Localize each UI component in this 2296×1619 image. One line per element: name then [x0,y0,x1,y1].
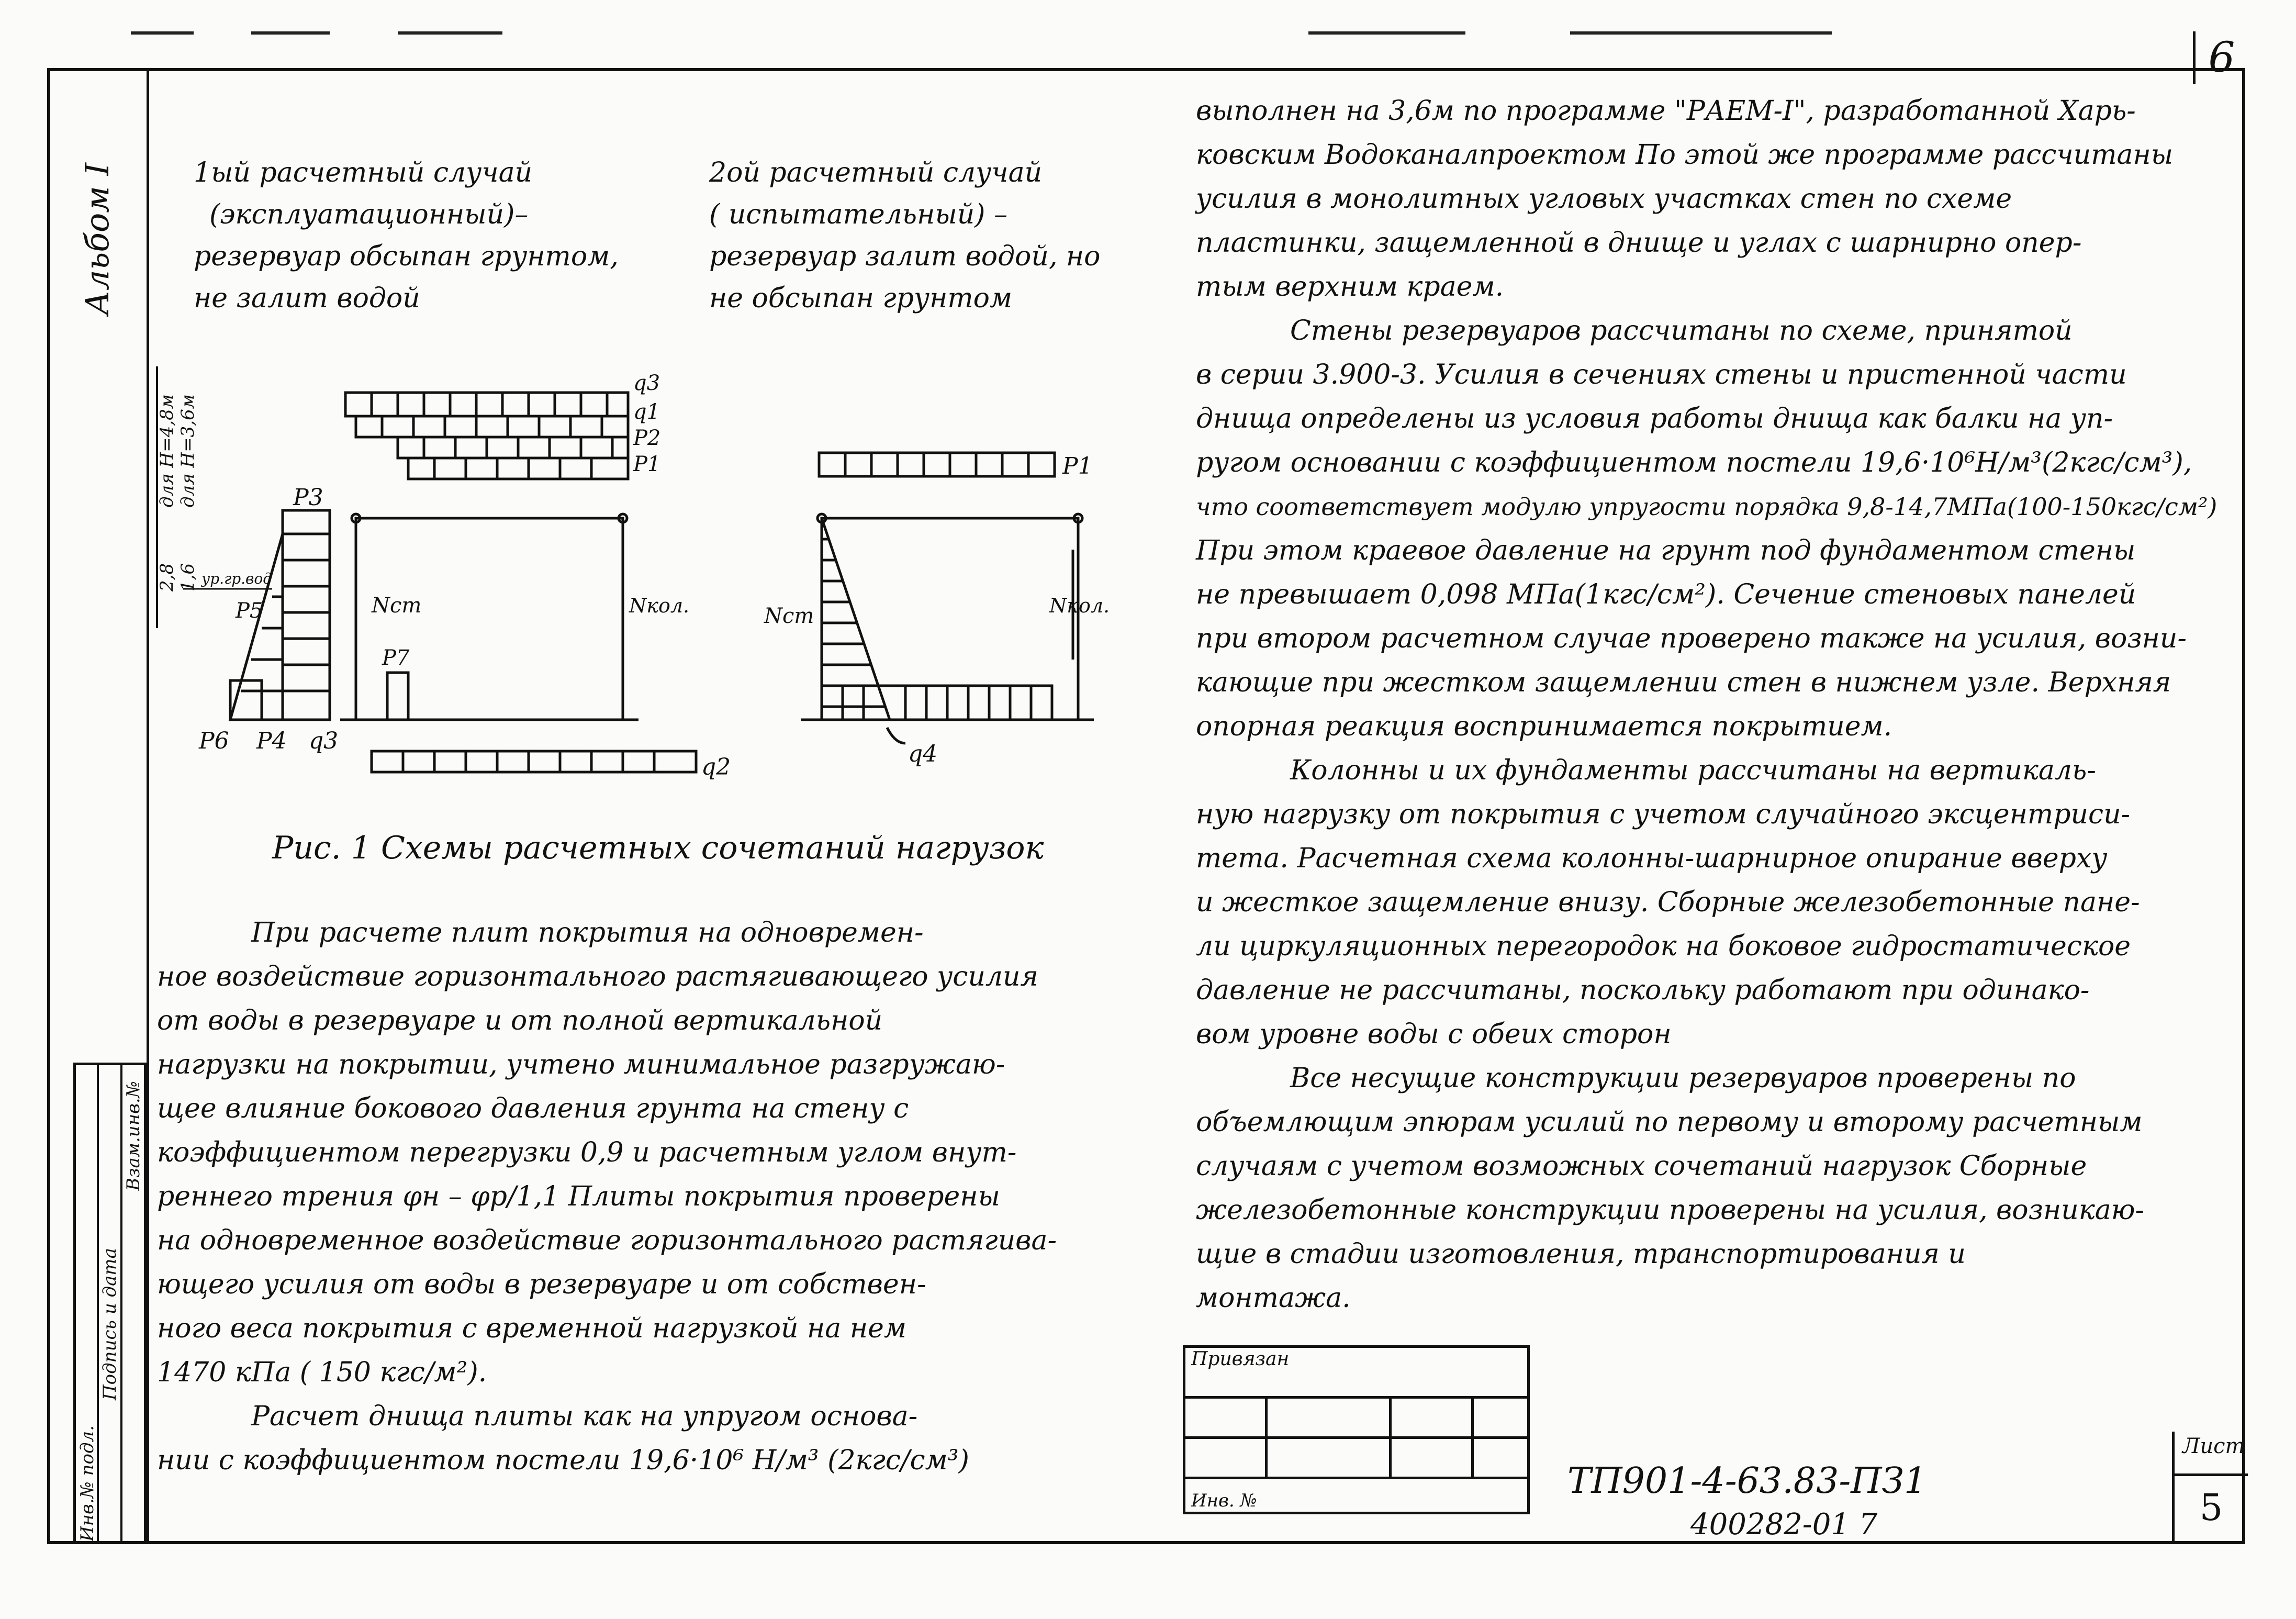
sheet-number: 5 [2175,1473,2248,1539]
label-p1-right: P1 [1062,453,1093,479]
side-stamp-col [120,1065,122,1542]
load-bands [345,393,628,479]
label-q4: q4 [908,741,938,767]
dim-h1: для H=4,8м [156,394,177,508]
case1-line: (эксплуатационный)– [209,199,529,230]
case2-line: не обсыпан грунтом [709,283,1013,314]
stamp-cell [1473,1398,1529,1438]
side-stamp-sign: Подпись и дата [99,1248,120,1400]
sheet-label: Лист [2182,1434,2245,1458]
text-line: что соответствует модулю упругости порядка 9,8-14,7МПа(100-150кгс/см²) [1196,493,2217,521]
dimension-marks [156,366,272,628]
text-line: при втором расчетном случае проверено также на усилия, возни- [1196,623,2187,654]
left-text-column [157,911,1162,1482]
stamp-cell [1267,1438,1391,1478]
label-p5: P5 [236,599,263,623]
label-nst-2: Nст [764,604,814,628]
inventory-number: 400282-01 7 [1690,1508,1878,1542]
privyazan-label: Привязан [1191,1348,1290,1370]
text-line: Стены резервуаров рассчитаны по схеме, принятой [1290,315,2073,347]
text-line: тым верхним краем. [1196,271,1504,303]
case1-line: 1ый расчетный случай [194,157,533,188]
text-line: коэффициентом перегрузки 0,9 и расчетным углом внут- [157,1137,1017,1168]
case1-line: не залит водой [194,283,420,314]
text-line: пластинки, защемленной в днище и углах с шарнирно опер- [1196,227,2082,259]
top-margin-line [131,31,194,35]
stamp-cell [1267,1398,1391,1438]
top-margin-line [1570,31,1832,35]
text-line: случаям с учетом возможных сочетаний нагрузок Сборные [1196,1151,2087,1182]
label-nkol-1: Nкол. [629,594,690,617]
text-line: выполнен на 3,6м по программе "РАЕМ-I", разработанной Харь- [1196,95,2136,127]
side-stamp-replace: Взам.инв.№ [123,1081,144,1191]
inv-cell [1184,1478,1529,1513]
text-line: железобетонные конструкции проверены на усилия, возникаю- [1196,1194,2145,1226]
text-line: щие в стадии изготовления, транспортирования и [1196,1238,1966,1270]
text-line: ли циркуляционных перегородок на боковое гидростатическое [1196,931,2131,962]
privyazan-table [1183,1345,1530,1514]
dim-h2: для H=3,6м [177,394,198,508]
label-p2: P2 [633,426,661,450]
text-line: ное воздействие горизонтального растягивающего усилия [157,961,1038,992]
text-line: монтажа. [1196,1282,1351,1314]
text-line: ную нагрузку от покрытия с учетом случайного эксцентриси- [1196,799,2131,830]
water-level-label: ур.гр.вод [201,570,272,587]
text-line: днища определены из условия работы днища как балки на уп- [1196,403,2113,434]
label-q3: q3 [633,371,660,395]
text-line: При этом краевое давление на грунт под фундаментом стены [1196,535,2136,566]
load-scheme-diagram [152,366,1146,796]
label-q1: q1 [633,400,660,424]
label-nkol-2: Nкол. [1049,594,1110,617]
label-q3b: q3 [309,728,339,754]
inv-label: Инв. № [1191,1490,1257,1511]
top-margin-line [1308,31,1465,35]
binding-line [147,68,149,1544]
document-code: ТП901-4-63.83-ПЗ1 [1567,1460,1927,1502]
text-line: кающие при жестком защемлении стен в нижнем узле. Верхняя [1196,667,2171,698]
stamp-cell [1184,1438,1267,1478]
stamp-cell [1473,1438,1529,1478]
text-line: давление не рассчитаны, поскольку работают при одинако- [1196,975,2090,1006]
case2-line: ( испытательный) – [709,199,1007,230]
text-line: При расчете плит покрытия на одновремен- [251,917,924,948]
case2-description [709,152,1100,319]
side-stamp [73,1063,147,1544]
case1-description [194,152,619,319]
album-label-text: Альбом I [77,163,116,315]
label-p7: P7 [382,646,410,670]
text-line: ного веса покрытия с временной нагрузкой на нем [157,1313,906,1344]
label-p1: P1 [633,452,661,476]
top-margin-line [251,31,330,35]
text-line: и жесткое защемление внизу. Сборные железобетонные пане- [1196,887,2140,918]
text-line: опорная реакция воспринимается покрытием. [1196,711,1892,742]
text-line: усилия в монолитных угловых участках стен по схеме [1196,183,2012,215]
stamp-cell [1391,1398,1473,1438]
frame-scheme-1 [340,514,696,772]
figure-caption: Рис. 1 Схемы расчетных сочетаний нагрузок [272,830,1044,866]
text-line: Расчет днища плиты как на упругом основа- [251,1401,918,1432]
label-nst-1: Nст [372,594,422,618]
text-line: ругом основании с коэффициентом постели 19,6·10⁶Н/м³(2кгс/см³), [1196,447,2192,478]
text-line: щее влияние бокового давления грунта на стену с [157,1093,909,1124]
stamp-cell [1184,1398,1267,1438]
text-line: ющего усилия от воды в резервуаре и от собствен- [157,1269,926,1300]
case1-line: резервуар обсыпан грунтом, [194,241,619,272]
album-label [79,157,120,325]
text-line: Все несущие конструкции резервуаров проверены по [1290,1063,2076,1094]
text-line: в серии 3.900-3. Усилия в сечениях стены и пристенной части [1196,359,2127,390]
text-line: объемлющим эпюрам усилий по первому и второму расчетным [1196,1107,2143,1138]
label-p4: P4 [256,728,287,754]
text-line: на одновременное воздействие горизонтального растягива- [157,1225,1057,1256]
text-line: нии с коэффициентом постели 19,6·10⁶ Н/м³ (2кгс/см³) [157,1445,969,1476]
right-text-column [1196,89,2243,1320]
text-line: ковским Водоканалпроектом По этой же программе рассчитаны [1196,139,2174,171]
text-line: тета. Расчетная схема колонны-шарнирное опирание вверху [1196,843,2108,874]
text-line: от воды в резервуаре и от полной вертикальной [157,1005,883,1036]
stamp-cell [1391,1438,1473,1478]
dim-2-8: 2,8 [156,563,177,591]
sheet-box [2172,1432,2248,1544]
text-line: Колонны и их фундаменты рассчитаны на вертикаль- [1290,755,2096,786]
side-stamp-inv: Инв.№ подл. [77,1425,98,1542]
case2-line: 2ой расчетный случай [709,157,1043,188]
text-line: нагрузки на покрытии, учтено минимальное разгружаю- [157,1049,1005,1080]
text-line: вом уровне воды с обеих сторон [1196,1019,1672,1050]
label-q2: q2 [701,754,731,780]
case2-line: резервуар залит водой, но [709,241,1101,272]
page-number: 6 [2193,31,2248,84]
label-p6: P6 [199,728,229,754]
dim-1-6: 1,6 [177,563,198,591]
privyazan-cell [1184,1347,1529,1398]
label-p3: P3 [293,484,323,511]
text-line: реннего трения φн – φр/1,1 Плиты покрытия проверены [157,1181,1000,1212]
text-line: 1470 кПа ( 150 кгс/м²). [157,1357,487,1388]
text-line: не превышает 0,098 МПа(1кгс/см²). Сечение стеновых панелей [1196,579,2136,610]
top-margin-line [398,31,502,35]
